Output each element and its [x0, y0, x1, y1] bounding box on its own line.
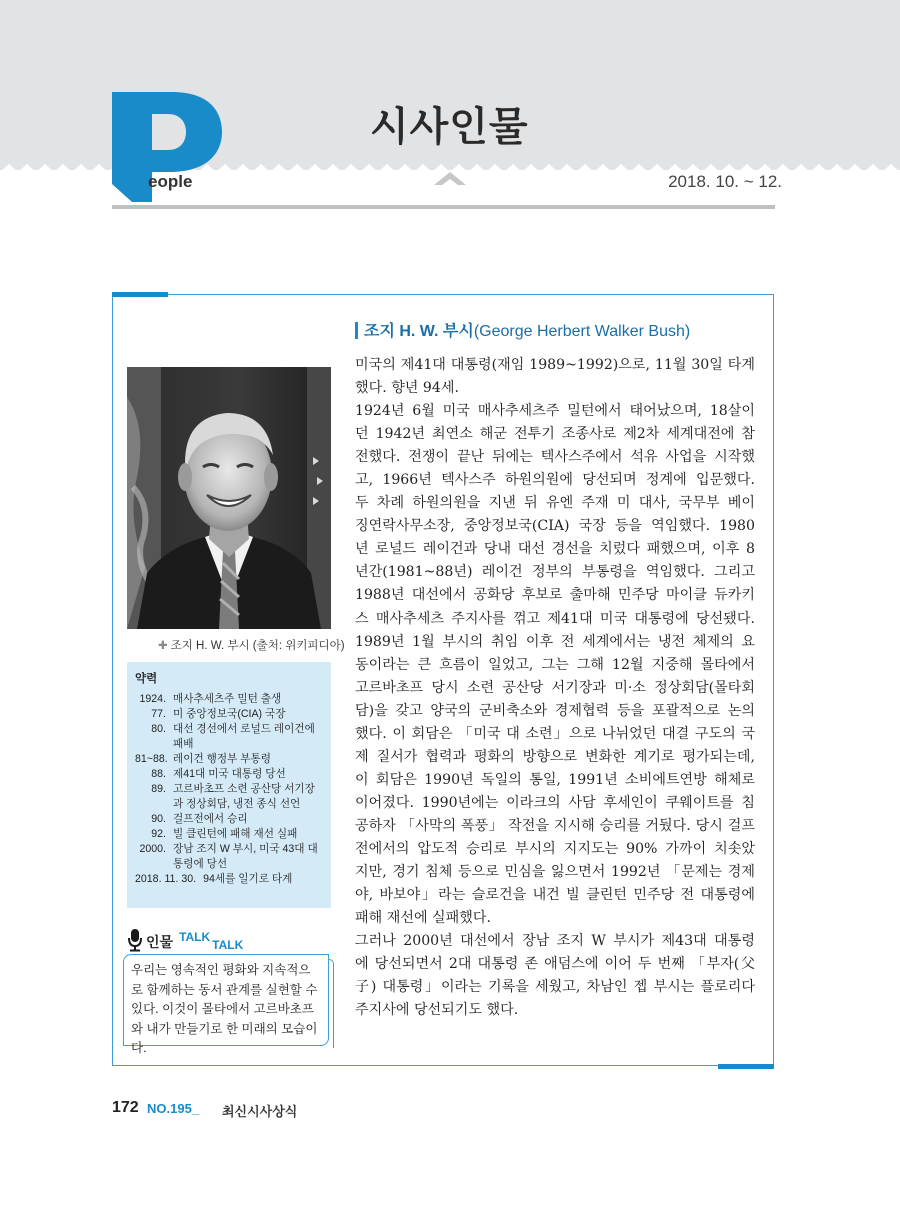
talk-header: [127, 926, 243, 952]
article-title-korean: 조지 H. W. 부시: [364, 323, 474, 340]
article-line: 제 질서가 협력과 평화의 방향으로 변화한 계기로 평가되는데,: [355, 748, 755, 765]
title-bar: [355, 322, 358, 339]
career-event: 장남 조지 W 부시, 미국 43대 대통령에 당선: [173, 843, 318, 870]
career-heading: 약력: [135, 673, 158, 685]
career-item: [135, 872, 323, 887]
career-box: [127, 662, 331, 908]
career-year: 80.: [151, 723, 166, 735]
talk-word-1: TALK: [179, 930, 211, 944]
article-line: 년간(1981~88년) 레이건 정부의 부통령을 역임했다. 그리고: [355, 564, 755, 581]
article-line: 야, 바보야」라는 슬로건을 내건 빌 클린턴 민주당 전 대통령에: [355, 887, 755, 904]
article-line: 고르바초프 당시 소련 공산당 서기장과 미·소 정상회담(몰타회: [355, 679, 755, 696]
footer-issue: NO.195_: [147, 1101, 200, 1116]
article-line: 담)을 갖고 양국의 군비축소와 경제협력 등을 포괄적으로 논의: [355, 702, 755, 719]
career-item: [135, 722, 323, 752]
article-line: 1988년 대선에서 공화당 후보로 출마해 민주당 마이클 듀카키: [355, 587, 755, 604]
header-divider: [112, 205, 775, 209]
photo-caption: [158, 637, 345, 653]
article-line: 주지사에 당선되기도 했다.: [355, 1002, 519, 1019]
career-event: 걸프전에서 승리: [173, 813, 248, 825]
section-word: eople: [148, 172, 193, 191]
career-year: 77.: [151, 708, 166, 720]
article-line: 子) 대통령」이라는 기록을 세웠고, 차남인 젭 부시는 플로리다: [355, 979, 755, 996]
article-line: 패해 재선에 실패했다.: [355, 910, 491, 927]
career-event: 대선 경선에서 로널드 레이건에 패배: [173, 723, 315, 750]
career-event: 미 중앙정보국(CIA) 국장: [173, 708, 286, 720]
career-item: [135, 842, 323, 872]
page-number: 172: [112, 1099, 139, 1116]
article-line: 공하자 「사막의 폭풍」 작전을 지시해 승리를 거뒀다. 당시 걸프: [355, 817, 755, 834]
article-line: 이어졌다. 1990년에는 이라크의 사담 후세인이 쿠웨이트를 침: [355, 794, 755, 811]
article-line: 고, 1966년 텍사스주 하원의원에 당선되며 정계에 입문했다.: [355, 472, 755, 489]
career-item: [135, 752, 323, 767]
diamond-icon: [432, 172, 468, 194]
article-line: 전에서의 압도적 승리로 부시의 지지도는 90% 가까이 치솟았: [355, 840, 755, 857]
article-line: 그러나 2000년 대선에서 장남 조지 W 부시가 제43대 대통령: [355, 933, 755, 950]
page-title: 시사인물: [370, 104, 529, 150]
career-item: [135, 707, 323, 722]
career-event: 레이건 행정부 부통령: [173, 753, 271, 765]
career-year: 2000.: [139, 843, 166, 855]
career-year: 89.: [151, 783, 166, 795]
article-line: 했다. 이 회담은 「미국 대 소련」으로 나뉘었던 대결 구도의 국: [355, 725, 755, 742]
career-item: [135, 827, 323, 842]
portrait-photo: [127, 367, 331, 629]
career-year: 1924.: [139, 693, 166, 705]
article-line: 1989년 1월 부시의 취임 이후 전 세계에서는 냉전 체제의 요: [355, 633, 755, 650]
career-item: [135, 767, 323, 782]
career-event: 94세를 일기로 타계: [203, 873, 293, 885]
talk-label: 인물: [146, 934, 174, 950]
talk-quote-box: [123, 954, 329, 1055]
career-event: 매사추세츠주 밀턴 출생: [173, 693, 282, 705]
article-line: 동이라는 큰 흐름이 일었고, 그는 그해 12월 지중해 몰타에서: [355, 656, 755, 673]
article-line: 1924년 6월 미국 매사추세츠주 밀턴에서 태어났으며, 18살이: [355, 403, 755, 420]
article-line: 던 1942년 최연소 해군 전투기 조종사로 제2차 세계대전에 참: [355, 426, 755, 443]
career-event: 고르바초프 소련 공산당 서기장과 정상회담, 냉전 종식 선언: [173, 783, 315, 810]
talk-quote: 우리는 영속적인 평화와 지속적으로 함께하는 동서 관계를 실현할 수 있다. 이것이 몰타에서 고르바초프와 내가 만들기로 한 미래의 모습이다.: [131, 963, 318, 1055]
article-line: 했다. 향년 94세.: [355, 380, 459, 397]
career-item: [135, 782, 323, 812]
career-year: 88.: [151, 768, 166, 780]
article-line: 년 로널드 레이건과 당내 대선 경선을 치렀다 패했으며, 이후 8: [355, 541, 755, 558]
article-line: 스 매사추세츠 주지사를 꺾고 제41대 미국 대통령에 당선됐다.: [355, 610, 755, 627]
article-line: 징연락사무소장, 중앙정보국(CIA) 국장 등을 역임했다. 1980: [355, 518, 755, 535]
career-year: 90.: [151, 813, 166, 825]
career-item: [135, 812, 323, 827]
career-year: 2018. 11. 30.: [135, 873, 197, 885]
issue-date: 2018. 10. ~ 12.: [668, 172, 782, 191]
article-line: 전했다. 전쟁이 끝난 뒤에는 텍사스주에서 석유 사업을 시작했: [355, 449, 755, 466]
article-title: [355, 318, 690, 341]
article-line: 이 회담은 1990년 독일의 통일, 1991년 소비에트연방 해체로: [355, 771, 755, 788]
article-line: 에 당선되면서 2대 대통령 존 애덤스에 이어 두 번째 「부자(父: [355, 956, 755, 973]
career-year: 81~88.: [135, 753, 168, 765]
career-list: [135, 692, 323, 887]
article-line: 미국의 제41대 대통령(재임 1989~1992)으로, 11월 30일 타계: [355, 357, 755, 373]
microphone-icon: [127, 928, 143, 952]
article-line: 지만, 경기 침체 등으로 민심을 잃으면서 1992년 「문제는 경제: [355, 864, 755, 881]
article-line: 두 차례 하원의원을 지낸 뒤 유엔 주재 미 대사, 국무부 베이: [355, 495, 755, 512]
footer-magazine: 최신시사상식: [222, 1104, 298, 1119]
article-body: [355, 354, 755, 1022]
talk-word-2: TALK: [212, 938, 244, 952]
article-title-english: (George Herbert Walker Bush): [473, 323, 691, 340]
photo-caption-text: 조지 H. W. 부시 (출처: 위키피디아): [170, 640, 345, 652]
career-item: [135, 692, 323, 707]
plus-icon: ✚: [158, 640, 168, 652]
box-accent-top: [112, 292, 168, 297]
career-year: 92.: [151, 828, 166, 840]
career-event: 제41대 미국 대통령 당선: [173, 768, 286, 780]
box-accent-bottom: [718, 1064, 774, 1069]
career-event: 빌 클린턴에 패해 재선 실패: [173, 828, 298, 840]
